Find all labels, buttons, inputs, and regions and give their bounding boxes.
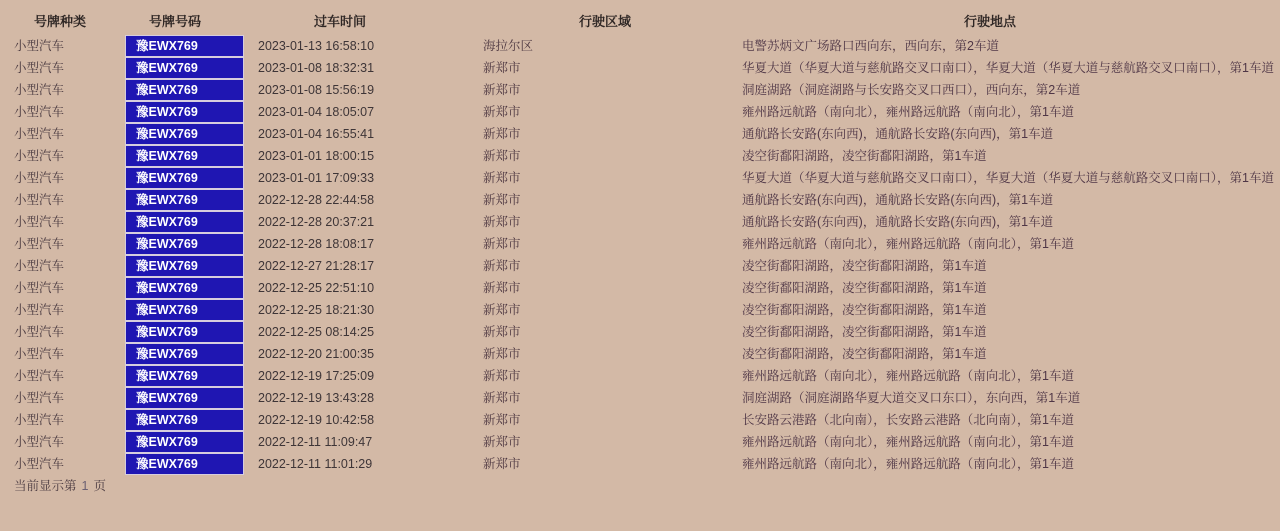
table-row (0, 453, 1280, 475)
plate-number-cell[interactable]: 豫EWX769 (125, 211, 244, 233)
drive-area-cell: 新郑市 (483, 281, 521, 295)
header-drive-place: 行驶地点 (963, 14, 1017, 29)
drive-place-cell: 洞庭湖路（洞庭湖路华夏大道交叉口东口），东向西，第1车道 (742, 391, 1081, 405)
plate-type-cell: 小型汽车 (14, 39, 65, 53)
drive-area-cell: 新郑市 (483, 435, 521, 449)
header-drive-area: 行驶区域 (578, 14, 632, 29)
table-header-row (0, 0, 1280, 34)
pass-time-cell: 2023-01-08 15:56:19 (258, 83, 375, 97)
table-row (0, 365, 1280, 387)
plate-type-cell: 小型汽车 (14, 215, 65, 229)
drive-place-cell: 凌空街鄱阳湖路，凌空街鄱阳湖路，第1车道 (742, 149, 987, 163)
plate-type-cell: 小型汽车 (14, 413, 65, 427)
drive-place-cell: 电警苏炳文广场路口西向东，西向东，第2车道 (742, 39, 999, 53)
drive-place-cell: 通航路长安路(东向西)，通航路长安路(东向西)，第1车道 (742, 127, 1054, 141)
table-row (0, 35, 1280, 57)
plate-type-cell: 小型汽车 (14, 171, 65, 185)
pass-time-cell: 2022-12-25 08:14:25 (258, 325, 375, 339)
drive-area-cell: 新郑市 (483, 325, 521, 339)
plate-type-cell: 小型汽车 (14, 391, 65, 405)
plate-type-cell: 小型汽车 (14, 61, 65, 75)
pass-time-cell: 2022-12-11 11:09:47 (258, 435, 373, 449)
plate-number-cell[interactable]: 豫EWX769 (125, 189, 244, 211)
header-plate-type: 号牌种类 (33, 14, 87, 29)
pass-time-cell: 2023-01-04 16:55:41 (258, 127, 375, 141)
drive-area-cell: 新郑市 (483, 259, 521, 273)
drive-area-cell: 新郑市 (483, 83, 521, 97)
plate-number-cell[interactable]: 豫EWX769 (125, 57, 244, 79)
table-row (0, 431, 1280, 453)
plate-number-cell[interactable]: 豫EWX769 (125, 79, 244, 101)
drive-area-cell: 新郑市 (483, 193, 521, 207)
drive-area-cell: 新郑市 (483, 237, 521, 251)
plate-number-cell[interactable]: 豫EWX769 (125, 453, 244, 475)
plate-type-cell: 小型汽车 (14, 281, 65, 295)
pass-time-cell: 2022-12-27 21:28:17 (258, 259, 375, 273)
drive-place-cell: 洞庭湖路（洞庭湖路与长安路交叉口西口），西向东，第2车道 (742, 83, 1081, 97)
pass-time-cell: 2022-12-11 11:01:29 (258, 457, 373, 471)
plate-number-cell[interactable]: 豫EWX769 (125, 167, 244, 189)
table-row (0, 211, 1280, 233)
pagination-suffix: 页 (93, 479, 106, 493)
pass-time-cell: 2022-12-28 22:44:58 (258, 193, 375, 207)
plate-type-cell: 小型汽车 (14, 259, 65, 273)
plate-type-cell: 小型汽车 (14, 369, 65, 383)
plate-number-cell[interactable]: 豫EWX769 (125, 365, 244, 387)
plate-number-cell[interactable]: 豫EWX769 (125, 101, 244, 123)
drive-place-cell: 雍州路远航路（南向北），雍州路远航路（南向北），第1车道 (742, 105, 1074, 119)
table-row (0, 299, 1280, 321)
table-row (0, 233, 1280, 255)
drive-area-cell: 新郑市 (483, 149, 521, 163)
pagination-prefix: 当前显示第 (14, 479, 77, 493)
header-plate-number: 号牌号码 (148, 14, 202, 29)
plate-number-cell[interactable]: 豫EWX769 (125, 233, 244, 255)
pass-time-cell: 2022-12-19 13:43:28 (258, 391, 375, 405)
plate-number-cell[interactable]: 豫EWX769 (125, 321, 244, 343)
pass-time-cell: 2022-12-28 18:08:17 (258, 237, 375, 251)
drive-area-cell: 新郑市 (483, 413, 521, 427)
table-row (0, 189, 1280, 211)
table-row (0, 101, 1280, 123)
plate-type-cell: 小型汽车 (14, 127, 65, 141)
drive-place-cell: 凌空街鄱阳湖路，凌空街鄱阳湖路，第1车道 (742, 281, 987, 295)
plate-type-cell: 小型汽车 (14, 347, 65, 361)
plate-type-cell: 小型汽车 (14, 149, 65, 163)
table-row (0, 123, 1280, 145)
drive-place-cell: 雍州路远航路（南向北），雍州路远航路（南向北），第1车道 (742, 237, 1074, 251)
plate-type-cell: 小型汽车 (14, 193, 65, 207)
drive-place-cell: 雍州路远航路（南向北），雍州路远航路（南向北），第1车道 (742, 369, 1074, 383)
plate-number-cell[interactable]: 豫EWX769 (125, 145, 244, 167)
drive-area-cell: 海拉尔区 (483, 39, 534, 53)
pass-time-cell: 2023-01-08 18:32:31 (258, 61, 375, 75)
drive-area-cell: 新郑市 (483, 105, 521, 119)
drive-place-cell: 凌空街鄱阳湖路，凌空街鄱阳湖路，第1车道 (742, 303, 987, 317)
pass-time-cell: 2023-01-13 16:58:10 (258, 39, 375, 53)
plate-number-cell[interactable]: 豫EWX769 (125, 123, 244, 145)
drive-area-cell: 新郑市 (483, 127, 521, 141)
drive-place-cell: 凌空街鄱阳湖路，凌空街鄱阳湖路，第1车道 (742, 259, 987, 273)
pass-time-cell: 2023-01-04 18:05:07 (258, 105, 375, 119)
drive-place-cell: 长安路云港路（北向南），长安路云港路（北向南），第1车道 (742, 413, 1074, 427)
plate-number-cell[interactable]: 豫EWX769 (125, 343, 244, 365)
table-row (0, 277, 1280, 299)
drive-place-cell: 华夏大道（华夏大道与慈航路交叉口南口），华夏大道（华夏大道与慈航路交叉口南口），第1车道 (742, 61, 1274, 75)
pass-time-cell: 2022-12-25 22:51:10 (258, 281, 375, 295)
header-pass-time: 过车时间 (313, 14, 367, 29)
drive-area-cell: 新郑市 (483, 303, 521, 317)
drive-place-cell: 通航路长安路(东向西)，通航路长安路(东向西)，第1车道 (742, 215, 1054, 229)
drive-area-cell: 新郑市 (483, 369, 521, 383)
plate-type-cell: 小型汽车 (14, 457, 65, 471)
table-row (0, 145, 1280, 167)
table-row (0, 167, 1280, 189)
plate-number-cell[interactable]: 豫EWX769 (125, 387, 244, 409)
plate-type-cell: 小型汽车 (14, 237, 65, 251)
plate-type-cell: 小型汽车 (14, 435, 65, 449)
plate-number-cell[interactable]: 豫EWX769 (125, 409, 244, 431)
plate-number-cell[interactable]: 豫EWX769 (125, 35, 244, 57)
pass-time-cell: 2022-12-19 17:25:09 (258, 369, 375, 383)
table-row (0, 57, 1280, 79)
plate-number-cell[interactable]: 豫EWX769 (125, 277, 244, 299)
pagination-status (14, 478, 106, 494)
drive-area-cell: 新郑市 (483, 215, 521, 229)
plate-number-cell[interactable]: 豫EWX769 (125, 299, 244, 321)
pass-time-cell: 2022-12-28 20:37:21 (258, 215, 375, 229)
drive-place-cell: 凌空街鄱阳湖路，凌空街鄱阳湖路，第1车道 (742, 325, 987, 339)
pagination-page-number: 1 (81, 479, 89, 493)
drive-area-cell: 新郑市 (483, 391, 521, 405)
records-table-body (0, 35, 1280, 475)
plate-type-cell: 小型汽车 (14, 303, 65, 317)
plate-type-cell: 小型汽车 (14, 83, 65, 97)
table-row (0, 409, 1280, 431)
table-row (0, 255, 1280, 277)
drive-area-cell: 新郑市 (483, 171, 521, 185)
table-row (0, 79, 1280, 101)
drive-place-cell: 雍州路远航路（南向北），雍州路远航路（南向北），第1车道 (742, 457, 1074, 471)
table-row (0, 387, 1280, 409)
pass-time-cell: 2023-01-01 18:00:15 (258, 149, 375, 163)
drive-place-cell: 华夏大道（华夏大道与慈航路交叉口南口），华夏大道（华夏大道与慈航路交叉口南口），第1车道 (742, 171, 1274, 185)
pass-time-cell: 2023-01-01 17:09:33 (258, 171, 375, 185)
pass-time-cell: 2022-12-19 10:42:58 (258, 413, 375, 427)
drive-place-cell: 凌空街鄱阳湖路，凌空街鄱阳湖路，第1车道 (742, 347, 987, 361)
drive-area-cell: 新郑市 (483, 457, 521, 471)
table-row (0, 321, 1280, 343)
drive-area-cell: 新郑市 (483, 61, 521, 75)
pass-time-cell: 2022-12-25 18:21:30 (258, 303, 375, 317)
plate-type-cell: 小型汽车 (14, 325, 65, 339)
plate-number-cell[interactable]: 豫EWX769 (125, 255, 244, 277)
plate-number-cell[interactable]: 豫EWX769 (125, 431, 244, 453)
drive-place-cell: 通航路长安路(东向西)，通航路长安路(东向西)，第1车道 (742, 193, 1054, 207)
drive-area-cell: 新郑市 (483, 347, 521, 361)
drive-place-cell: 雍州路远航路（南向北），雍州路远航路（南向北），第1车道 (742, 435, 1074, 449)
pass-time-cell: 2022-12-20 21:00:35 (258, 347, 375, 361)
plate-type-cell: 小型汽车 (14, 105, 65, 119)
table-row (0, 343, 1280, 365)
